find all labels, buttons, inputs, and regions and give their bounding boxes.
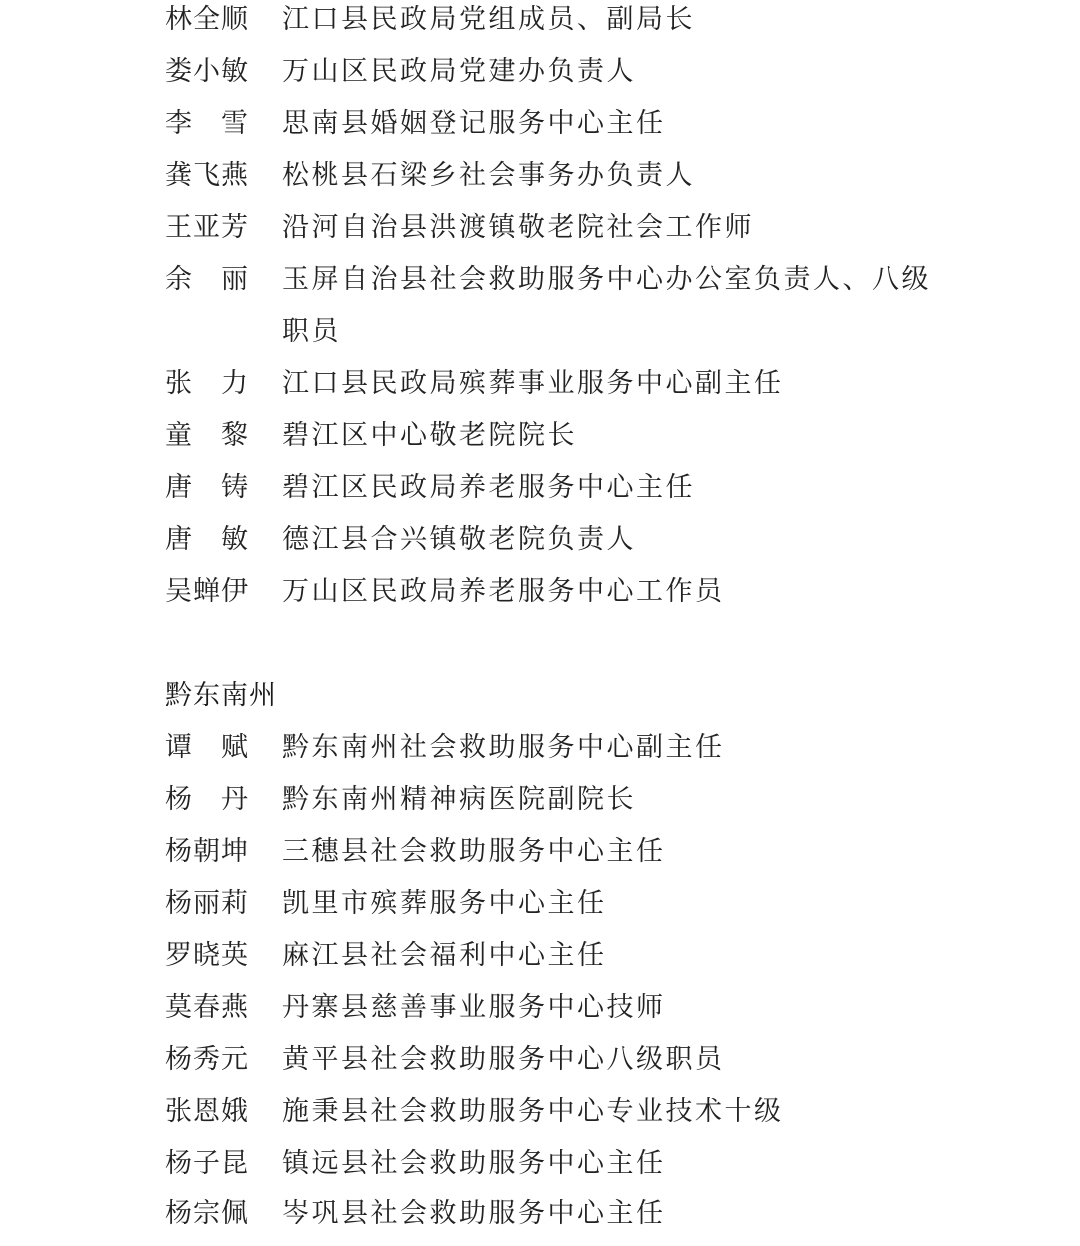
person-name: 罗晓英 bbox=[165, 940, 249, 971]
person-name-first: 杨 bbox=[165, 784, 193, 815]
person-title: 黔东南州精神病医院副院长 bbox=[282, 784, 636, 815]
person-name: 莫春燕 bbox=[165, 992, 249, 1023]
list-item bbox=[0, 1144, 1080, 1196]
person-name: 杨秀元 bbox=[165, 1044, 249, 1075]
person-name-last: 力 bbox=[221, 368, 249, 399]
person-title: 玉屏自治县社会救助服务中心办公室负责人、八级 bbox=[282, 264, 931, 295]
person-name: 杨子昆 bbox=[165, 1148, 249, 1179]
person-name: 杨丽莉 bbox=[165, 888, 249, 919]
person-title: 镇远县社会救助服务中心主任 bbox=[282, 1148, 666, 1179]
person-name bbox=[165, 728, 249, 768]
person-name: 王亚芳 bbox=[165, 212, 249, 243]
person-title: 松桃县石梁乡社会事务办负责人 bbox=[282, 160, 695, 191]
person-name: 杨宗佩 bbox=[165, 1198, 249, 1229]
person-name: 张恩娥 bbox=[165, 1096, 249, 1127]
person-name-last: 铸 bbox=[221, 472, 249, 503]
person-name-first: 余 bbox=[165, 264, 193, 295]
person-name-last: 赋 bbox=[221, 732, 249, 763]
list-item bbox=[0, 208, 1080, 260]
person-title: 思南县婚姻登记服务中心主任 bbox=[282, 108, 666, 139]
person-title: 岑巩县社会救助服务中心主任 bbox=[282, 1198, 666, 1229]
list-item bbox=[0, 1040, 1080, 1092]
person-name-first: 唐 bbox=[165, 472, 193, 503]
list-item bbox=[0, 104, 1080, 156]
list-item bbox=[0, 364, 1080, 416]
list-item bbox=[0, 260, 1080, 364]
person-title: 凯里市殡葬服务中心主任 bbox=[282, 888, 607, 919]
person-name: 吴蝉伊 bbox=[165, 576, 249, 607]
list-item bbox=[0, 1092, 1080, 1144]
list-item bbox=[0, 156, 1080, 208]
person-name-last: 敏 bbox=[221, 524, 249, 555]
person-title: 万山区民政局养老服务中心工作员 bbox=[282, 576, 725, 607]
person-title: 施秉县社会救助服务中心专业技术十级 bbox=[282, 1096, 784, 1127]
person-name-last: 丹 bbox=[221, 784, 249, 815]
person-title-continuation: 职员 bbox=[282, 316, 341, 347]
person-title: 江口县民政局党组成员、副局长 bbox=[282, 4, 695, 35]
list-item bbox=[0, 780, 1080, 832]
person-name: 龚飞燕 bbox=[165, 160, 249, 191]
person-name-last: 丽 bbox=[221, 264, 249, 295]
person-name: 林全顺 bbox=[165, 4, 249, 35]
person-name-last: 黎 bbox=[221, 420, 249, 451]
person-title: 沿河自治县洪渡镇敬老院社会工作师 bbox=[282, 212, 754, 243]
person-name-first: 唐 bbox=[165, 524, 193, 555]
person-name-first: 张 bbox=[165, 368, 193, 399]
person-name bbox=[165, 364, 249, 404]
list-item bbox=[0, 52, 1080, 104]
person-name bbox=[165, 260, 249, 300]
person-title: 丹寨县慈善事业服务中心技师 bbox=[282, 992, 666, 1023]
person-title: 江口县民政局殡葬事业服务中心副主任 bbox=[282, 368, 784, 399]
person-title: 万山区民政局党建办负责人 bbox=[282, 56, 636, 87]
list-item bbox=[0, 572, 1080, 624]
person-title: 黄平县社会救助服务中心八级职员 bbox=[282, 1044, 725, 1075]
list-item bbox=[0, 884, 1080, 936]
person-name bbox=[165, 416, 249, 456]
list-item bbox=[0, 728, 1080, 780]
person-name bbox=[165, 104, 249, 144]
person-name bbox=[165, 468, 249, 508]
person-title: 黔东南州社会救助服务中心副主任 bbox=[282, 732, 725, 763]
person-title: 碧江区中心敬老院院长 bbox=[282, 420, 577, 451]
person-name-first: 童 bbox=[165, 420, 193, 451]
person-title: 三穗县社会救助服务中心主任 bbox=[282, 836, 666, 867]
person-name-first: 李 bbox=[165, 108, 193, 139]
person-title: 碧江区民政局养老服务中心主任 bbox=[282, 472, 695, 503]
list-item bbox=[0, 0, 1080, 52]
person-name bbox=[165, 520, 249, 560]
person-title: 麻江县社会福利中心主任 bbox=[282, 940, 607, 971]
person-name-last: 雪 bbox=[221, 108, 249, 139]
section-heading: 黔东南州 bbox=[165, 680, 277, 711]
person-name: 娄小敏 bbox=[165, 56, 249, 87]
list-item bbox=[0, 416, 1080, 468]
list-item bbox=[0, 1194, 1080, 1246]
person-name: 杨朝坤 bbox=[165, 836, 249, 867]
list-item bbox=[0, 988, 1080, 1040]
person-title: 德江县合兴镇敬老院负责人 bbox=[282, 524, 636, 555]
list-item bbox=[0, 936, 1080, 988]
list-item bbox=[0, 468, 1080, 520]
list-item bbox=[0, 520, 1080, 572]
person-name bbox=[165, 780, 249, 820]
person-name-first: 谭 bbox=[165, 732, 193, 763]
list-item bbox=[0, 832, 1080, 884]
